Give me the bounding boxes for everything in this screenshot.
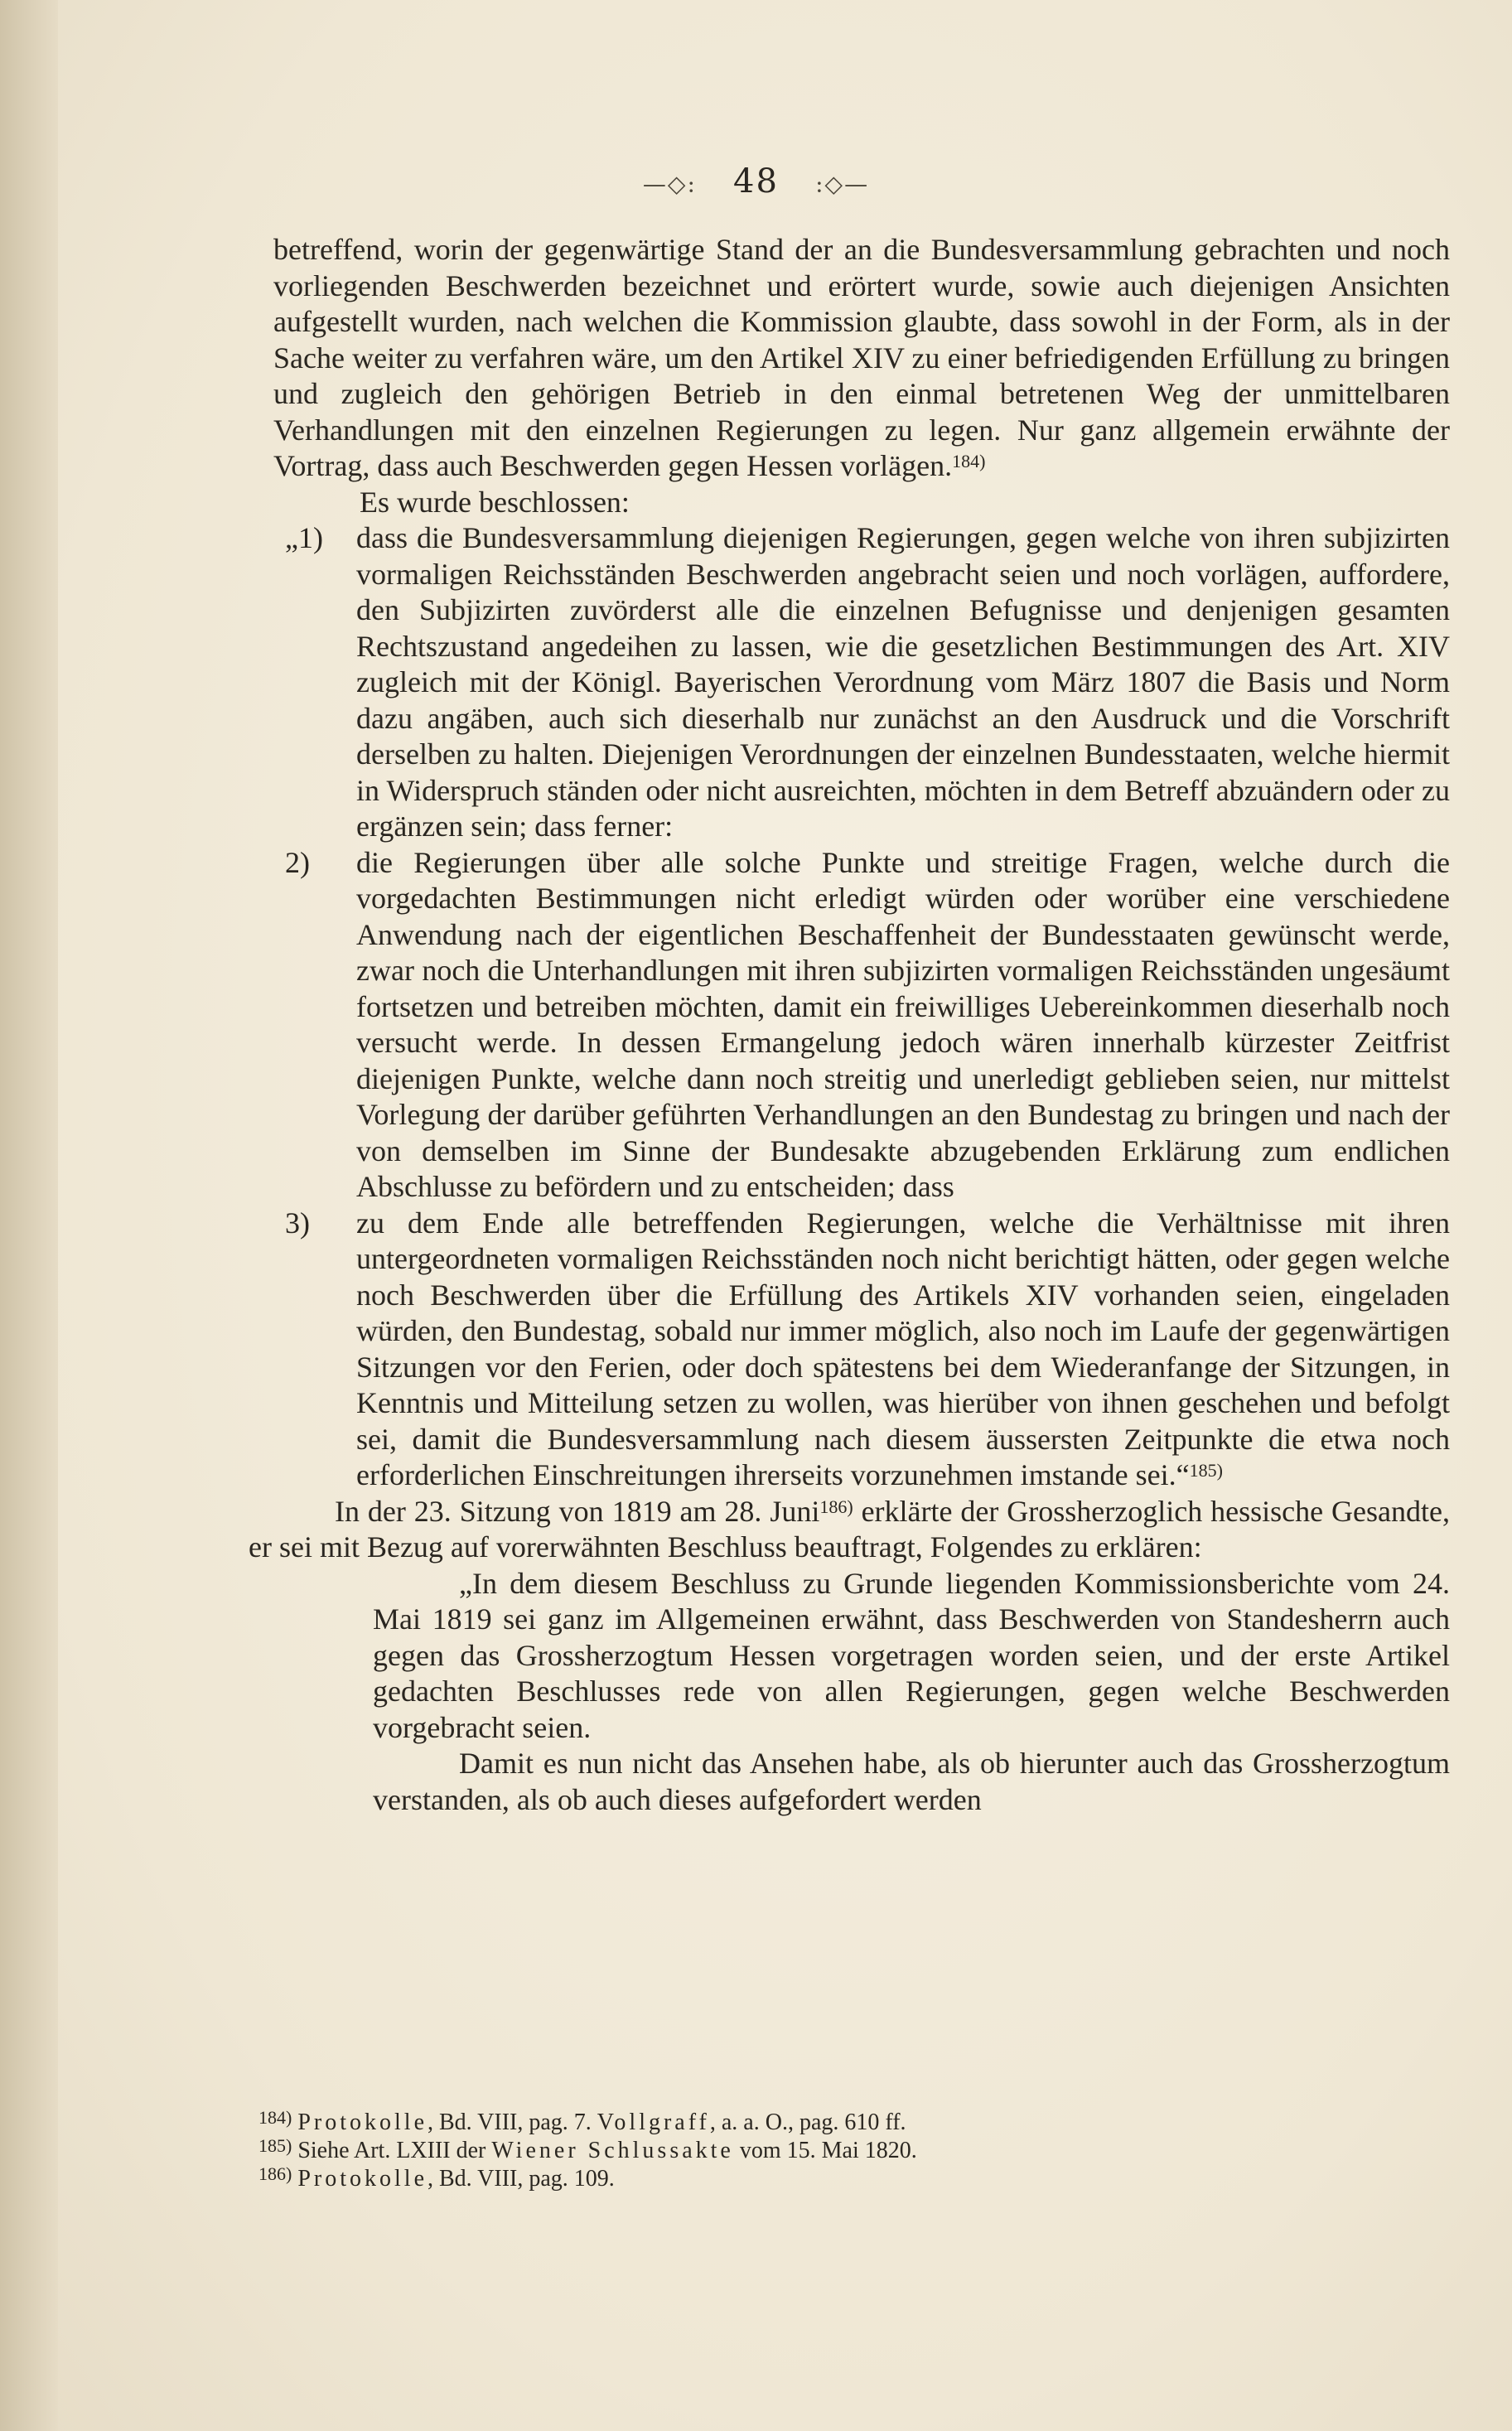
page-header — [0, 162, 1512, 201]
footnote-184-source: Protokolle — [297, 2110, 428, 2135]
block-quote — [373, 1566, 1450, 1819]
footnote-ref-185: 185) — [1189, 1460, 1223, 1481]
list-item-2-text: die Regierungen über alle solche Punkte und streitige Fragen, welche durch die vorgedachten Bestimmungen nicht erledigt würden oder worüber eine verschiedene Anwendung nach der eigentlichen Beschaffenheit der Bundesstaaten gewünscht werde, zwar noch die Unterhandlungen mit ihren subjizirten vormaligen Reichsständen ungesäumt fortsetzen und betreiben möchten, damit ein freiwilliges Uebereinkommen dieserhalb noch versucht werde. In dessen Ermangelung jedoch wären innerhalb kürzester Zeitfrist diejenigen Punkte, welche dann noch streitig und unerledigt geblieben seien, nur mittelst Vorlegung der darüber geführten Verhandlungen an den Bundestag zu bringen und nach der von demselben im Sinne der Bundesakte abzugebenden Erklärung zum endlichen Abschlusse zu befördern und zu entscheiden; dass — [356, 845, 1450, 1203]
page-number: 48 — [733, 162, 779, 201]
footnote-184-author: Vollgraff — [597, 2110, 710, 2135]
footnote-186-mark: 186) — [258, 2163, 292, 2184]
footnote-185-date: vom 15. Mai 1820. — [733, 2138, 917, 2163]
footnote-185-mark: 185) — [258, 2135, 292, 2156]
paragraph-1-text: betreffend, worin der gegenwärtige Stand der an die Bundesversammlung gebrachten und noch vorliegenden Beschwerden bezeichnet und erörtert wurde, sowie auch diejenigen Ansichten aufgestellt wurden, nach welchen die Kommission glaubte, dass sowohl in der Form, als in der Sache weiter zu verfahren wäre, um den Artikel XIV zu einer befriedigenden Erfüllung zu bringen und zugleich den gehörigen Betrieb in den einmal betretenen Weg der unmittelbaren Verhandlungen mit den einzelnen Regierungen zu legen. Nur ganz allgemein erwähnte der Vortrag, dass auch Beschwerden gegen Hessen vorlägen. — [273, 233, 1450, 482]
footnote-ref-186: 186) — [819, 1496, 853, 1517]
paragraph-3 — [249, 1494, 1450, 1566]
footnote-186-source: Protokolle — [297, 2166, 428, 2192]
list-item-3-text: zu dem Ende alle betreffenden Regierungen, welche die Verhältnisse mit ihren untergeordneten vormaligen Reichsständen noch nicht berichtigt hätten, oder gegen welche noch Beschwerden über die Erfüllung des Artikels XIV vorhanden seien, eingeladen würden, den Bundestag, sobald nur immer möglich, also noch im Laufe der gegenwärtigen Sitzungen vor den Ferien, oder doch spätestens bei dem Wiederanfange der Sitzungen, in Kenntnis und Mitteilung setzen zu wollen, was hierüber von ihnen geschehen und befolgt sei, damit die Bundesversammlung nach diesem äussersten Zeitpunkte die etwa noch erforderlichen Einschreitungen ihrerseits vorzunehmen imstande sei.“ — [356, 1206, 1450, 1491]
footnote-184-mark: 184) — [258, 2107, 292, 2128]
footnote-186 — [258, 2165, 1418, 2193]
list-item-3 — [285, 1206, 1450, 1494]
left-ornament: —◇: — [642, 170, 697, 198]
footnote-186-ref: , Bd. VIII, pag. 109. — [428, 2166, 615, 2192]
paragraph-3-text-a: In der 23. Sitzung von 1819 am 28. Juni — [335, 1494, 820, 1528]
paragraph-1 — [273, 232, 1450, 485]
list-item-1 — [285, 520, 1450, 845]
list-item-3-number: 3) — [285, 1206, 310, 1240]
footnote-184-ref: , Bd. VIII, pag. 7. — [428, 2110, 597, 2135]
paragraph-3-text-b: erklärte der Grossherzoglich hessische Gesandte, er sei mit Bezug auf vorerwähnten Beschluss beauftragt, Folgendes zu erklären: — [249, 1494, 1450, 1563]
footnote-185 — [258, 2137, 1418, 2165]
paragraph-2: Es wurde beschlossen: — [360, 485, 630, 519]
page-body — [249, 232, 1450, 1818]
footnotes — [258, 2109, 1418, 2193]
list-item-2 — [285, 845, 1450, 1206]
footnote-185-text: Siehe Art. LXIII der — [297, 2138, 492, 2163]
list-item-2-number: 2) — [285, 845, 310, 879]
page-gutter-shadow — [0, 0, 58, 2431]
list-item-1-number: „1) — [285, 521, 323, 554]
list-item-1-text: dass die Bundesversammlung diejenigen Regierungen, gegen welche von ihren subjizirten vormaligen Reichsständen Beschwerden angebracht seien und noch vorlägen, auffordere, den Subjizirten zuvörderst alle die einzelnen Befugnisse und denjenigen gesamten Rechtszustand angedeihen zu lassen, wie die gesetzlichen Bestimmungen des Art. XIV zugleich mit der Königl. Bayerischen Verordnung vom März 1807 die Basis und Norm dazu angäben, auch sich dieserhalb nur zunächst an den Ausdruck und die Vorschrift derselben zu halten. Diejenigen Verordnungen der einzelnen Bundesstaaten, welche hiermit in Widerspruch ständen oder nicht ausreichten, möchten in dem Betreff abzuändern oder zu ergänzen sein; dass ferner: — [356, 521, 1450, 843]
footnote-ref-184: 184) — [952, 451, 986, 471]
right-ornament: :◇— — [815, 170, 870, 198]
quote-paragraph-1: „In dem diesem Beschluss zu Grunde liegenden Kommissionsberichte vom 24. Mai 1819 sei ganz im Allgemeinen erwähnt, dass Beschwerden von Standesherrn auch gegen das Grossherzogtum Hessen vorgetragen worden seien, und der erste Artikel gedachten Beschlusses rede von allen Regierungen, gegen welche Beschwerden vorgebracht seien. — [373, 1566, 1450, 1744]
footnote-184 — [258, 2109, 1418, 2137]
quote-paragraph-2: Damit es nun nicht das Ansehen habe, als ob hierunter auch das Grossherzogtum verstanden, als ob auch dieses aufgefordert werden — [373, 1747, 1450, 1816]
footnote-185-source: Wiener Schlussakte — [491, 2138, 734, 2163]
footnote-184-ref-2: , a. a. O., pag. 610 ff. — [709, 2110, 906, 2135]
